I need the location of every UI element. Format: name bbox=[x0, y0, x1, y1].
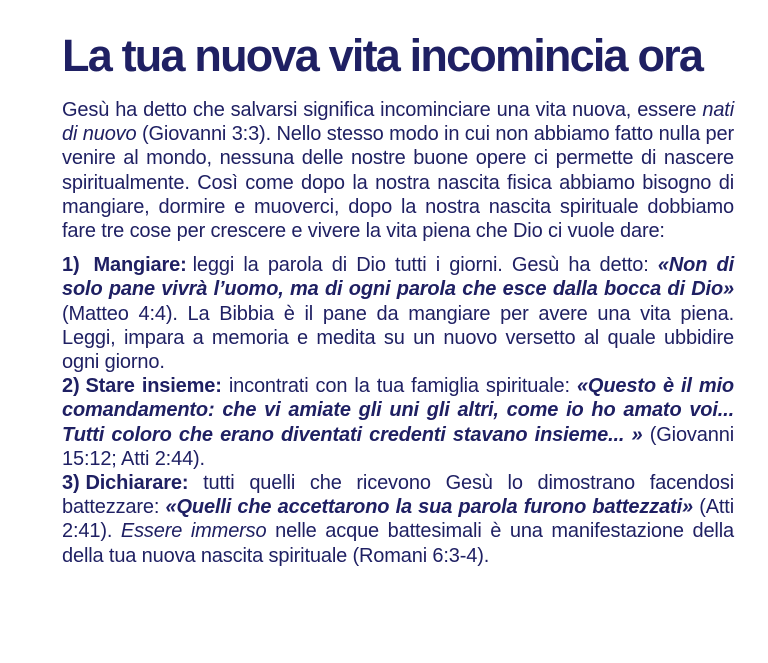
step-text: leggi la parola di Dio tutti i giorni. Gesù ha detto: bbox=[192, 254, 658, 277]
step-italic-phrase: Essere immerso bbox=[120, 520, 267, 543]
step-text: incontrati con la tua famiglia spirituale: bbox=[221, 375, 577, 398]
step-quote: «Non di solo pane vivrà l’uomo, ma di ogni parola che esce dalla bocca di Dio» bbox=[62, 254, 734, 301]
intro-text-1: Gesù ha detto che salvarsi significa incominciare una vita nuova, essere bbox=[62, 99, 703, 121]
step-eat bbox=[62, 253, 734, 374]
step-declare bbox=[62, 471, 734, 568]
step-number: 1) bbox=[62, 254, 80, 277]
intro-italic-phrase: nati di nuovo bbox=[62, 99, 734, 146]
step-text-closing: nelle acque battesimali è una manifestazione della della tua nuova nascita spirituale (Romani 6:3-4). bbox=[62, 520, 734, 567]
step-text-reference: (Atti 2:41). bbox=[62, 496, 734, 543]
step-together bbox=[62, 374, 734, 471]
step-label: Dichiarare: bbox=[85, 472, 189, 495]
step-label: Mangiare: bbox=[93, 254, 187, 277]
step-label: Stare insieme: bbox=[85, 375, 222, 398]
step-text-reference: (Matteo 4:4). La Bibbia è il pane da mangiare per avere una vita piena. Leggi, impara a memoria e medita su un nuovo versetto al quale ubbidire ogni giorno. bbox=[62, 302, 734, 374]
step-quote: «Questo è il mio comandamento: che vi amiate gli uni gli altri, come io ho amato voi... Tutti coloro che erano diventati credenti stavano insieme... » bbox=[62, 375, 735, 446]
intro-text-2: (Giovanni 3:3). Nello stesso modo in cui non abbiamo fatto nulla per venire al mondo, nessuna delle nostre buone opere ci permette di nascere spiritualmente. Così come dopo la nostra nascita fisica abbiamo bisogno di mangiare, dormire e muoverci, dopo la nostra nascita spirituale dobbiamo fare tre cose per crescere e vivere la vita piena che Dio ci vuole dare: bbox=[62, 123, 735, 243]
step-text: tutti quelli che ricevono Gesù lo dimostrano facendosi battezzare: bbox=[62, 472, 734, 519]
step-number: 2) bbox=[62, 375, 80, 398]
page-title: La tua nuova vita incomincia ora bbox=[62, 30, 703, 81]
intro-paragraph bbox=[62, 98, 734, 243]
step-quote: «Quelli che accettarono la sua parola furono battezzati» bbox=[165, 496, 693, 519]
step-number: 3) bbox=[62, 472, 80, 495]
document-page bbox=[62, 20, 734, 568]
step-text-reference: (Giovanni 15:12; Atti 2:44). bbox=[62, 423, 734, 470]
